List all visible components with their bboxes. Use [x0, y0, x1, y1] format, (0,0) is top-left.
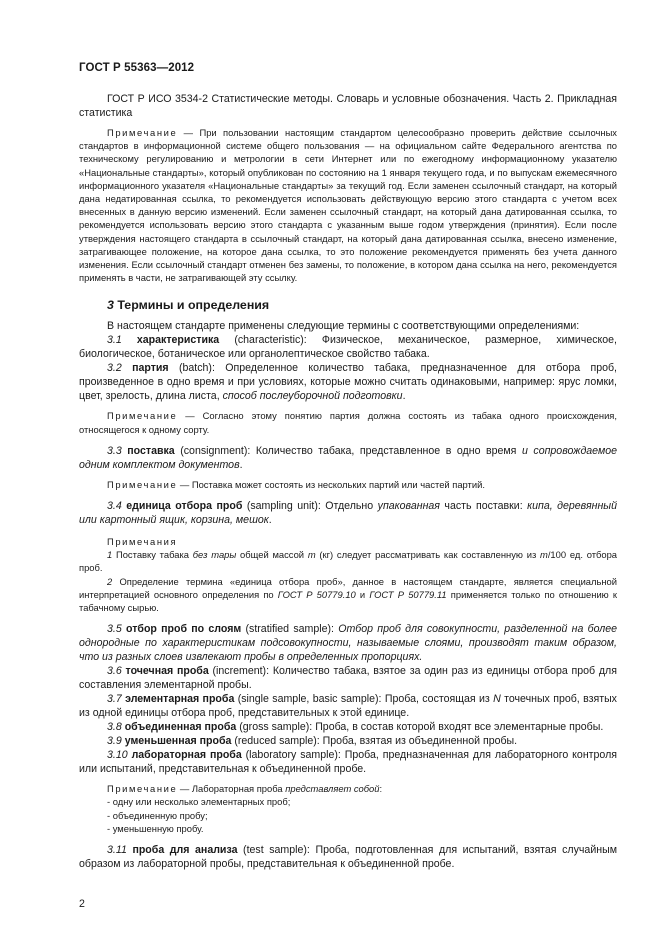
- term-name: характеристика: [136, 334, 220, 347]
- notes-3-4-label: Примечания: [107, 536, 178, 548]
- term-3-5: 3.5 отбор проб по слоям (stratified sample): Отбор проб для совокупности, разделенной на более однородные по характеристикам подсовокупности, называемые слоями, производят таким образом, что из разных слоев извлекают пробы в определенных пропорциях.: [79, 623, 617, 664]
- note-references: Примечание — При пользовании настоящим стандартом целесообразно проверить действие ссылочных стандартов в информационной системе общего пользования — на официальном сайте Федерального агентства по техническому регулированию и метрологии в сети Интернет или по ежегодному информационному указателю «Национальные стандарты», который опубликован по состоянию на 1 января текущего года, и по выпускам ежемесячного информационного указателя «Национальные стандарты» за текущий год. Если заменен ссылочный стандарт, на который дана недатированная ссылка, то рекомендуется использовать действующую версию этого стандарта с учетом всех внесенных в данную версию изменений. Если заменен ссылочный стандарт, на который дана датированная ссылка, то рекомендуется использовать версию этого стандарта с указанным выше годом утверждения (принятия). Если после утверждения настоящего стандарта в ссылочный стандарт, на который дана датированная ссылка, внесено изменение, затрагивающее положение, на которое дана ссылка, то это положение рекомендуется применять без учета данного изменения. Если ссылочный стандарт отменен без замены, то положение, в котором дана ссылка на него, рекомендуется применять в части, не затрагивающей эту ссылку.: [79, 127, 617, 284]
- term-name: объединенная проба: [124, 721, 237, 734]
- term-name: точечная проба: [125, 665, 209, 678]
- term-3-6: 3.6 точечная проба (increment): Количество табака, взятое за один раз из единицы отбора проб для составления элементарной пробы.: [79, 665, 617, 692]
- term-3-11: 3.11 проба для анализа (test sample): Проба, подготовленная для испытаний, взятая случайным образом из лабораторной пробы, представительная к объединенной пробе.: [79, 844, 617, 871]
- term-3-4: 3.4 единица отбора проб (sampling unit): Отдельно упакованная часть поставки: кипа, деревянный или картонный ящик, корзина, мешок.: [79, 500, 617, 527]
- section-heading: 3 Термины и определения: [107, 298, 270, 313]
- term-3-9: 3.9 уменьшенная проба (reduced sample): Проба, взятая из объединенной пробы.: [107, 735, 518, 748]
- term-name: единица отбора проб: [126, 500, 243, 513]
- note-3-4-2: 2 Определение термина «единица отбора проб», данное в настоящем стандарте, является специальной интерпретацией основного определения по ГОСТ Р 50779.10 и ГОСТ Р 50779.11 применяется только по отношению к табачному сырью.: [79, 575, 617, 614]
- term-3-10: 3.10 лабораторная проба (laboratory sample): Проба, предназначенная для лабораторного контроля или испытаний, представительная к объединенной пробе.: [79, 749, 617, 776]
- term-3-1: 3.1 характеристика (characteristic): Физическое, механическое, размерное, химическое, биологическое, ботаническое или органолептическое свойство табака.: [79, 334, 617, 361]
- page-number: 2: [79, 898, 85, 910]
- term-name: поставка: [127, 444, 175, 457]
- term-3-2: 3.2 партия (batch): Определенное количество табака, предназначенное для отбора проб, произведенное в одно время и при условиях, которые можно считать одинаковыми, например: ярус ломки, цвет, зрелость, длина листа, способ послеуборочной подготовки.: [79, 362, 617, 403]
- note-3-3: Примечание — Поставка может состоять из нескольких партий или частей партий.: [107, 478, 485, 490]
- term-name: партия: [132, 362, 169, 375]
- term-3-8: 3.8 объединенная проба (gross sample): Проба, в состав которой входят все элементарные пробы.: [107, 721, 604, 734]
- document-body: [79, 92, 617, 871]
- list-item: - уменьшенную пробу.: [107, 822, 204, 834]
- note-3-4-1: 1 Поставку табака без тары общей массой m (кг) следует рассматривать как составленную из m/100 ед. отбора проб.: [79, 549, 618, 574]
- note-3-2: Примечание — Согласно этому понятию партия должна состоять из табака одного происхождения, относящегося к одному сорту.: [79, 410, 617, 435]
- section-intro: В настоящем стандарте применены следующие термины с соответствующими определениями:: [107, 320, 580, 333]
- document-header: ГОСТ Р 55363—2012: [79, 62, 195, 74]
- term-3-3: 3.3 поставка (consignment): Количество табака, представленное в одно время и сопровождаемое одним комплектом документов.: [79, 444, 618, 471]
- list-item: - одну или несколько элементарных проб;: [107, 796, 291, 808]
- term-name: элементарная проба: [125, 693, 235, 706]
- note-text: При пользовании настоящим стандартом целесообразно проверить действие ссылочных стандартов в информационной системе общего пользования — на официальном сайте Федерального агентства по техническому регулированию и метрологии в сети Интернет или по ежегодному информационному указателю «Национальные стандарты», который опубликован по состоянию на 1 января текущего года, и по выпускам ежемесячного информационного указателя «Национальные стандарты» за текущий год. Если заменен ссылочный стандарт, на который дана недатированная ссылка, то рекомендуется использовать действующую версию этого стандарта с учетом всех внесенных в данную версию изменений. Если заменен ссылочный стандарт, на который дана датированная ссылка, то рекомендуется использовать версию этого стандарта с указанным выше годом утверждения (принятия). Если после утверждения настоящего стандарта в ссылочный стандарт, на который дана датированная ссылка, внесено изменение, затрагивающее положение, на которое дана ссылка, то это положение рекомендуется применять без учета данного изменения. Если ссылочный стандарт отменен без замены, то положение, в котором дана ссылка на него, рекомендуется применять в части, не затрагивающей эту ссылку.: [79, 127, 617, 284]
- term-name: отбор проб по слоям: [126, 623, 242, 636]
- normative-reference: ГОСТ Р ИСО 3534-2 Статистические методы. Словарь и условные обозначения. Часть 2. Прикладная статистика: [79, 93, 617, 119]
- note-3-10: Примечание — Лабораторная проба представляет собой:: [107, 783, 383, 795]
- term-name: уменьшенная проба: [124, 735, 232, 748]
- list-item: - объединенную пробу;: [107, 809, 208, 821]
- note-label: Примечание: [107, 127, 178, 138]
- term-name: лабораторная проба: [131, 749, 242, 762]
- term-3-7: 3.7 элементарная проба (single sample, basic sample): Проба, состоящая из N точечных проб, взятых из одной единицы отбора проб, представительных к этой единице.: [79, 693, 617, 720]
- term-name: проба для анализа: [132, 844, 238, 857]
